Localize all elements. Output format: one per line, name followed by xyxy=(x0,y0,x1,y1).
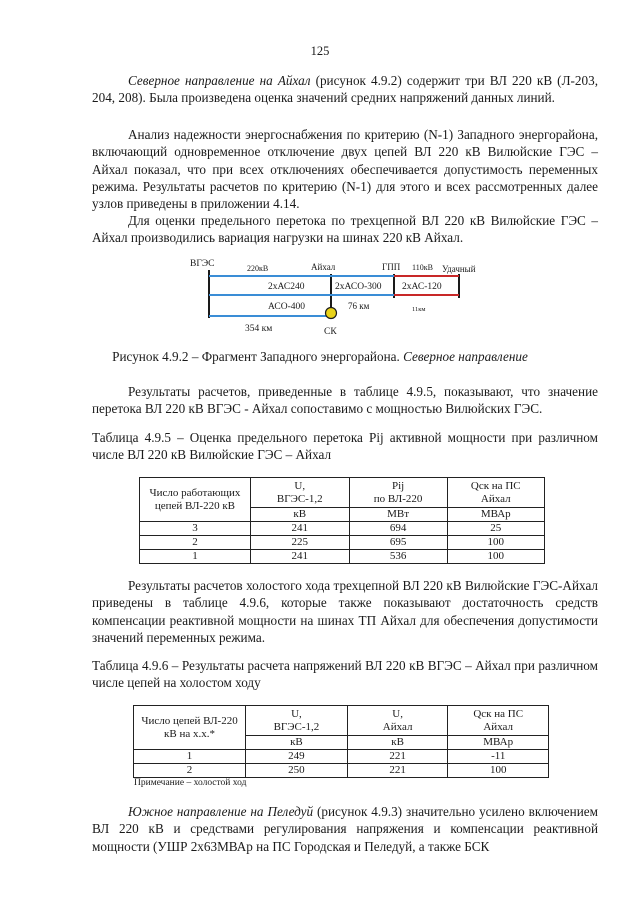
t2-unit-u-aykhal: кВ xyxy=(347,736,448,750)
table-4-9-6 xyxy=(133,705,549,778)
t1-header-pij: Pij по ВЛ-220 xyxy=(349,478,447,508)
table-row: 1 249 221 -11 xyxy=(134,750,549,764)
south-direction-title: Южное направление на Пеледуй xyxy=(128,804,314,819)
label-sk: СК xyxy=(324,327,337,337)
t2-unit-u-vges: кВ xyxy=(246,736,348,750)
north-direction-title: Северное направление на Айхал xyxy=(128,73,311,88)
table-4-9-5 xyxy=(139,477,545,564)
t2-header-qsk: Qск на ПС Айхал xyxy=(448,706,549,736)
t1-header-u: U, ВГЭС-1,2 xyxy=(250,478,349,508)
label-vges: ВГЭС xyxy=(190,259,215,269)
label-line-aco400: АСО-400 xyxy=(268,302,305,312)
table-4-9-6-title: Таблица 4.9.6 – Результаты расчета напряжений ВЛ 220 кВ ВГЭС – Айхал при различном числе цепей на холостом ходу xyxy=(92,658,598,691)
paragraph-flow-estimation: Для оценки предельного перетока по трехцепной ВЛ 220 кВ Вилюйские ГЭС –Айхал производились вариация нагрузки на шинах 220 кВ Айхал. xyxy=(92,213,598,246)
paragraph-south-direction xyxy=(92,803,598,855)
paragraph-flow-comparison: Результаты расчетов, приведенные в таблице 4.9.5, показывают, что значение перетока ВЛ 220 кВ ВГЭС - Айхал сопоставимо с мощностью Вилюйских ГЭС. xyxy=(92,384,598,417)
figure-caption xyxy=(0,349,640,365)
table-4-9-5-title: Таблица 4.9.5 – Оценка предельного перетока Pij активной мощности при различном числе ВЛ 220 кВ Вилюйские ГЭС – Айхал xyxy=(92,430,598,463)
paragraph-idle-results: Результаты расчетов холостого хода трехцепной ВЛ 220 кВ Вилюйские ГЭС-Айхал приведены в таблице 4.9.6, которые также показывают достаточность средств компенсации реактивной мощности на шинах ТП Айхал для обеспечения допустимости значений переменных режима. xyxy=(92,578,598,645)
label-line-2xac240: 2хАС240 xyxy=(268,282,305,292)
synchronous-compensator-icon xyxy=(326,308,337,319)
table-note: Примечание – холостой ход xyxy=(134,778,247,788)
label-220kv: 220кВ xyxy=(247,264,269,273)
t2-unit-qsk: МВАр xyxy=(448,736,549,750)
table-row: 2 250 221 100 xyxy=(134,764,549,778)
t2-header-circuits: Число цепей ВЛ-220 кВ на х.х.* xyxy=(134,706,246,750)
south-direction-text: (рисунок 4.9.3) значительно усилено включением ВЛ 220 кВ и средствами регулирования напряжения и компенсации реактивной мощности (УШР 2х63МВАр на ПС Городская и Пеледуй, а также БСК xyxy=(92,804,598,854)
figure-caption-italic: Северное направление xyxy=(403,349,528,364)
label-110kv: 110кВ xyxy=(412,263,433,272)
paragraph-north-direction xyxy=(92,72,598,107)
page-number: 125 xyxy=(310,44,330,58)
label-length-76km: 76 км xyxy=(348,301,370,311)
label-line-2xaco300: 2хАСО-300 xyxy=(335,282,382,292)
network-diagram xyxy=(190,258,490,338)
table-row: 3 241 694 25 xyxy=(140,522,545,536)
label-udachny: Удачный xyxy=(442,264,476,274)
t1-header-circuits: Число работающих цепей ВЛ-220 кВ xyxy=(140,478,251,522)
label-length-354km: 354 км xyxy=(245,324,273,334)
paragraph-reliability-analysis: Анализ надежности энергоснабжения по критерию (N-1) Западного энергорайона, включающий одновременное отключение двух цепей ВЛ 220 кВ Вилюйские ГЭС – Айхал показал, что при всех отключениях обеспечивается допустимость переменных режима. Результаты расчетов по критерию (N-1) для этого и всех рассмотренных далее узлов приведены в приложении 4.14. xyxy=(92,127,598,212)
t2-header-u-aykhal: U, Айхал xyxy=(347,706,448,736)
label-line-2xac120: 2хАС-120 xyxy=(402,282,442,292)
t1-unit-u: кВ xyxy=(250,508,349,522)
table-row: 2 225 695 100 xyxy=(140,536,545,550)
label-length-11km: 11км xyxy=(412,306,426,313)
figure-caption-text: Рисунок 4.9.2 – Фрагмент Западного энергорайона. xyxy=(112,349,404,364)
t1-unit-pij: МВт xyxy=(349,508,447,522)
label-aykhal: Айхал xyxy=(311,262,336,272)
label-gpp: ГПП xyxy=(382,262,401,272)
table-row: 1 241 536 100 xyxy=(140,550,545,564)
t1-header-qsk: Qск на ПС Айхал xyxy=(447,478,545,508)
t1-unit-qsk: МВАр xyxy=(447,508,545,522)
t2-header-u-vges: U, ВГЭС-1,2 xyxy=(246,706,348,736)
north-direction-text: (рисунок 4.9.2) содержит три ВЛ 220 кВ (Л-203, 204, 208). Была произведена оценка значений средних напряжений данных линий. xyxy=(92,73,598,106)
